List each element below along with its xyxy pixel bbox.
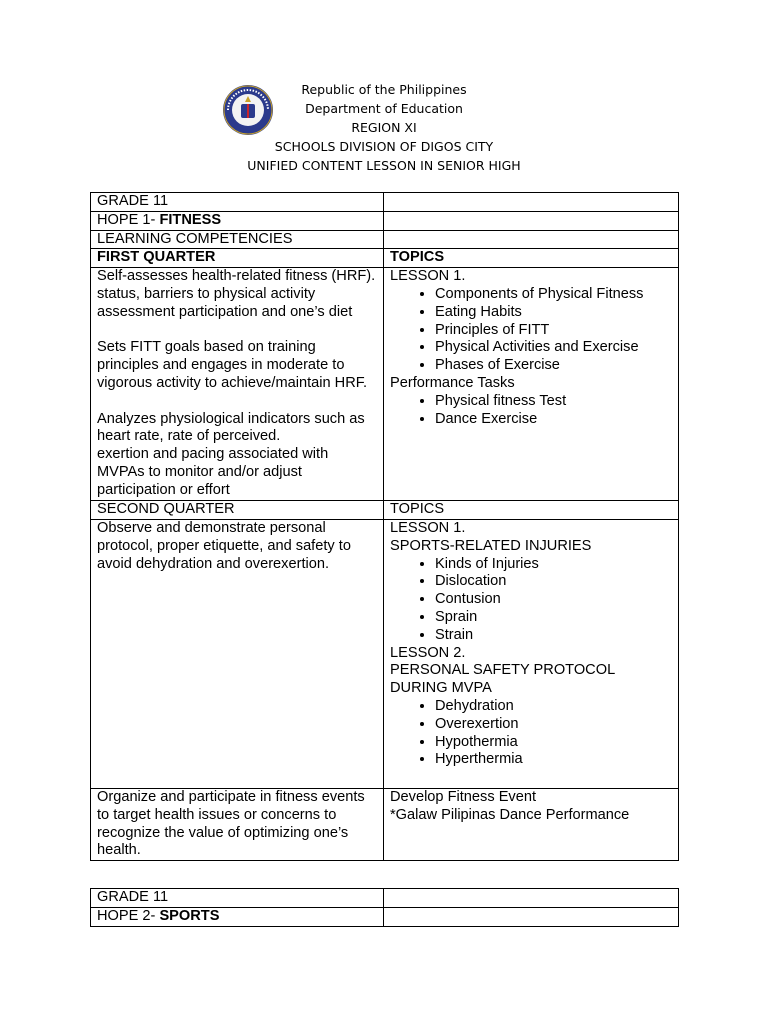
empty-cell [384,211,679,230]
lesson-label: LESSON 1. [390,519,466,536]
competency-text: Sets FITT goals based on training principles and engages in moderate to vigorous activity to achieve/maintain HRF. [97,339,368,391]
table-row [91,211,679,230]
list-item: • Strain [435,627,672,645]
first-quarter-heading: FIRST QUARTER [91,249,384,268]
table-row [91,193,679,212]
list-item: • Hyperthermia [435,751,672,769]
list-item: • Physical fitness Test [435,393,672,411]
learning-competencies-label: LEARNING COMPETENCIES [91,230,384,249]
table-row [91,249,679,268]
empty-cell [384,889,679,908]
table-row [91,788,679,860]
course-prefix: HOPE 2- [97,907,160,924]
lesson-topic-list [390,698,672,769]
empty-cell [384,230,679,249]
table-row [91,268,679,501]
lesson-title: PERSONAL SAFETY PROTOCOL DURING MVPA [390,662,615,697]
lesson-label: LESSON 2. [390,644,466,661]
second-quarter-topics [384,519,679,788]
events-topics [384,788,679,860]
course-cell [91,907,384,926]
header-line: REGION XI [351,120,417,135]
competency-text: Self-assesses health-related fitness (HRF). status, barriers to physical activity assessment participation and one’s diet [97,268,376,320]
first-quarter-topics [384,268,679,501]
grade-cell: GRADE 11 [91,889,384,908]
table-row [91,230,679,249]
second-quarter-competency: Observe and demonstrate personal protocol, proper etiquette, and safety to avoid dehydration and overexertion. [91,519,384,788]
list-item: • Dehydration [435,698,672,716]
header-line: UNIFIED CONTENT LESSON IN SENIOR HIGH [247,158,521,173]
list-item: • Dance Exercise [435,411,672,429]
header-line: Department of Education [305,101,463,116]
events-competency: Organize and participate in fitness events to target health issues or concerns to recognize the value of optimizing one’s health. [91,788,384,860]
course-name: SPORTS [159,907,220,924]
lesson-topic-list [390,286,672,375]
first-quarter-competencies [91,268,384,501]
course-name: FITNESS [159,211,222,228]
empty-cell [384,907,679,926]
list-item: • Hypothermia [435,734,672,752]
competency-text: Analyzes physiological indicators such as heart rate, rate of perceived. [97,410,365,445]
empty-cell [384,193,679,212]
lesson-topic-list [390,556,672,645]
table-row [91,889,679,908]
list-item: • Phases of Exercise [435,357,672,375]
list-item: • Components of Physical Fitness [435,286,672,304]
list-item: • Overexertion [435,716,672,734]
table-row [91,907,679,926]
list-item: • Kinds of Injuries [435,556,672,574]
hope2-table [90,888,679,927]
hope1-table [90,192,679,861]
list-item: • Physical Activities and Exercise [435,339,672,357]
header-line: Republic of the Philippines [301,82,467,97]
header-line: SCHOOLS DIVISION OF DIGOS CITY [274,139,494,154]
list-item: • Sprain [435,609,672,627]
performance-tasks-label: Performance Tasks [390,374,515,391]
lesson-label: LESSON 1. [390,268,466,285]
second-quarter-heading: SECOND QUARTER [91,501,384,520]
table-row [91,501,679,520]
list-item: • Principles of FITT [435,322,672,340]
document-header [0,80,768,180]
competency-text: exertion and pacing associated with MVPAs to monitor and/or adjust participation or effort [97,446,329,498]
event-topic-line: Develop Fitness Event [390,788,537,805]
course-prefix: HOPE 1- [97,211,160,228]
topics-heading: TOPICS [384,501,679,520]
list-item: • Eating Habits [435,304,672,322]
topics-heading: TOPICS [384,249,679,268]
performance-task-list [390,393,672,429]
course-cell [91,211,384,230]
lesson-title: SPORTS-RELATED INJURIES [390,537,592,554]
grade-cell: GRADE 11 [91,193,384,212]
list-item: • Contusion [435,591,672,609]
table-row [91,519,679,788]
list-item: • Dislocation [435,573,672,591]
event-topic-line: *Galaw Pilipinas Dance Performance [390,806,630,823]
